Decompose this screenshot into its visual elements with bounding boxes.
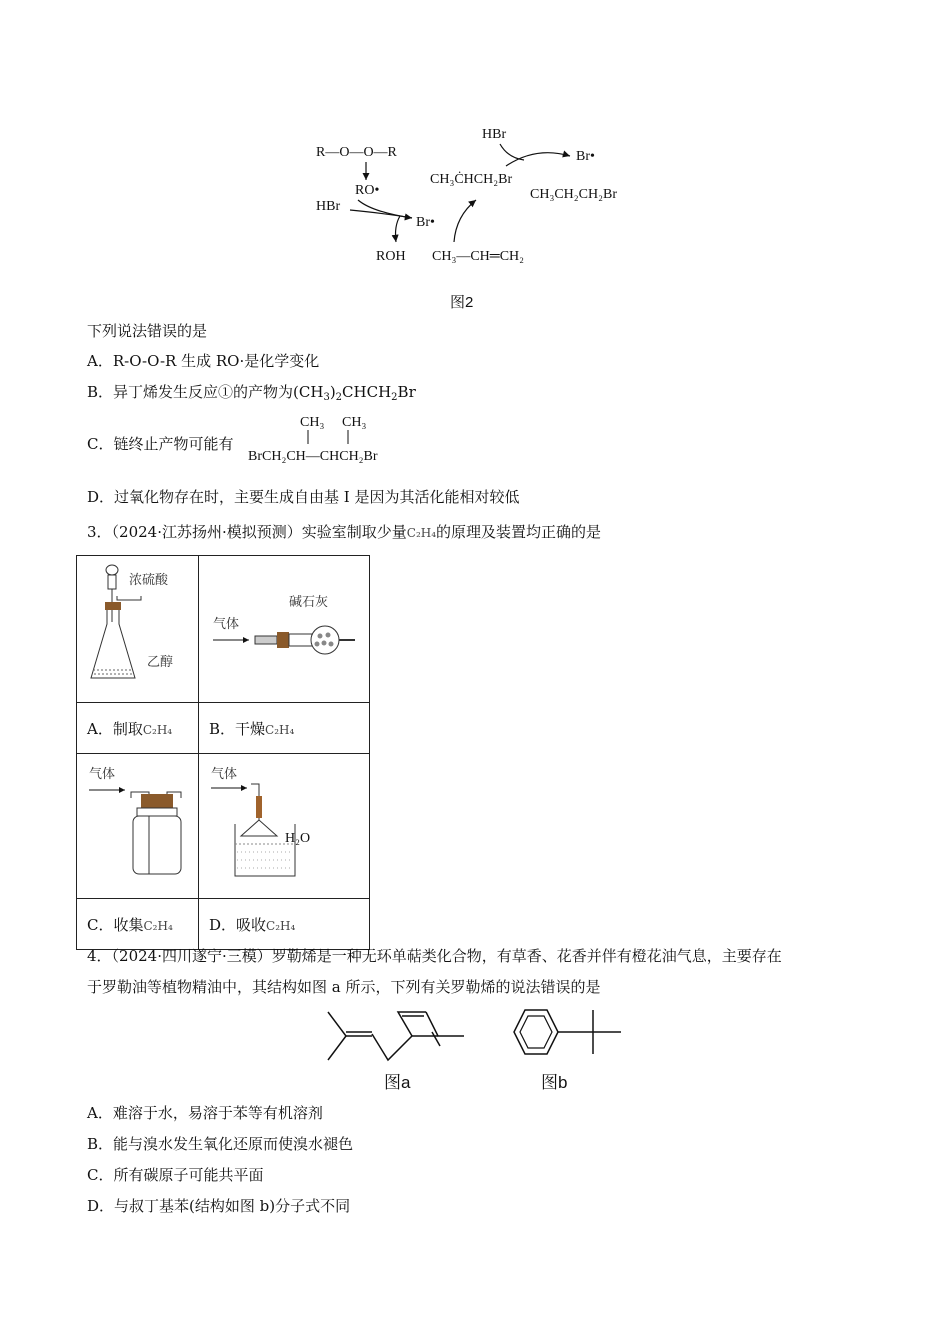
- option-c-formula: C₂H₄: [143, 918, 173, 933]
- label-gas-b: 气体: [213, 617, 240, 632]
- q4-option-d: D．与叔丁基苯(结构如图 b)分子式不同: [87, 1197, 351, 1215]
- label-ethanol: 乙醇: [147, 655, 174, 670]
- q4-option-a: A．难溶于水，易溶于苯等有机溶剂: [87, 1104, 323, 1122]
- option-b-formula: C₂H₄: [265, 722, 295, 737]
- hbr-label-2: HBr: [482, 127, 507, 142]
- cell-c-label: [77, 899, 199, 950]
- cell-a-label: [77, 703, 199, 754]
- q2-stem: 下列说法错误的是: [87, 322, 208, 340]
- hbr-label-1: HBr: [316, 199, 341, 214]
- c-ch3-right: CH₃: [342, 415, 367, 430]
- label-water: H₂O: [285, 831, 311, 846]
- q4-option-c: C．所有碳原子可能共平面: [87, 1166, 264, 1184]
- q4-stem-line-1: 4．（2024·四川遂宁·三模）罗勒烯是一种无环单萜类化合物，有草香、花香并伴有橙花油气息，主要存在: [87, 947, 782, 965]
- q2-option-d: D．过氧化物存在时，主要生成自由基 I 是因为其活化能相对较低: [87, 488, 520, 506]
- peroxide-label: R—O—O—R: [316, 145, 397, 160]
- figure-a-ocimene: [320, 1002, 470, 1094]
- option-b-text: B．干燥: [209, 719, 266, 738]
- fig-b-caption: 图b: [541, 1073, 568, 1092]
- ro-radical-label: RO•: [355, 183, 380, 198]
- cell-d-label: [199, 899, 370, 950]
- q2-option-c: C．链终止产物可能有: [87, 435, 234, 453]
- cell-a-image: [77, 556, 199, 703]
- product-label: CH₃CH₂CH₂Br: [530, 187, 617, 202]
- propene-label: CH₃—CH═CH₂: [432, 249, 525, 264]
- q4-option-b: B．能与溴水发生氧化还原而使溴水褪色: [87, 1135, 354, 1153]
- radical-intermediate-label: CH₃ĊHCH₂Br: [430, 172, 513, 187]
- roh-label: ROH: [376, 249, 406, 264]
- q2-option-a: A．R-O-O-R 生成 RO·是化学变化: [87, 352, 320, 370]
- option-a-text: A．制取: [87, 719, 143, 738]
- option-d-formula: C₂H₄: [266, 918, 296, 933]
- cell-c-image: [77, 754, 199, 899]
- c-ch3-left: CH₃: [300, 415, 325, 430]
- figure-2-caption: 图2: [450, 294, 474, 311]
- figure-2-mechanism: [300, 118, 660, 268]
- label-gas-d: 气体: [211, 767, 238, 782]
- br-radical-label-2: Br•: [576, 149, 595, 164]
- cell-d-image: [199, 754, 370, 899]
- option-d-text: D．吸收: [209, 915, 267, 934]
- q2-option-c-structure: [246, 410, 426, 468]
- br-radical-label-1: Br•: [416, 215, 435, 230]
- cell-b-image: [199, 556, 370, 703]
- gas-bottle-apparatus: [77, 754, 198, 894]
- q3-stem: 3．（2024·江苏扬州·模拟预测）实验室制取少量C₂H₄的原理及装置均正确的是: [87, 523, 602, 541]
- label-soda-lime: 碱石灰: [289, 595, 329, 610]
- q3-apparatus-table: [76, 555, 370, 950]
- fig-a-caption: 图a: [384, 1073, 411, 1092]
- label-conc-acid: 浓硫酸: [129, 573, 169, 588]
- c-main-chain: BrCH₂CH—CHCH₂Br: [248, 449, 378, 464]
- option-a-formula: C₂H₄: [142, 722, 173, 737]
- option-c-text: C．收集: [87, 915, 144, 934]
- drying-tube-apparatus: [199, 556, 369, 698]
- q4-stem-line-2: 于罗勒油等植物精油中，其结构如图 a 所示，下列有关罗勒烯的说法错误的是: [87, 978, 601, 996]
- q2-option-b: B．异丁烯发生反应①的产物为$(CH_3)_2CHCH_2Br$: [87, 383, 416, 403]
- flask-apparatus: [77, 556, 198, 698]
- label-gas-c: 气体: [89, 767, 116, 782]
- figure-b-tert-butylbenzene: [495, 1002, 630, 1094]
- cell-b-label: [199, 703, 370, 754]
- beaker-apparatus: [199, 754, 369, 894]
